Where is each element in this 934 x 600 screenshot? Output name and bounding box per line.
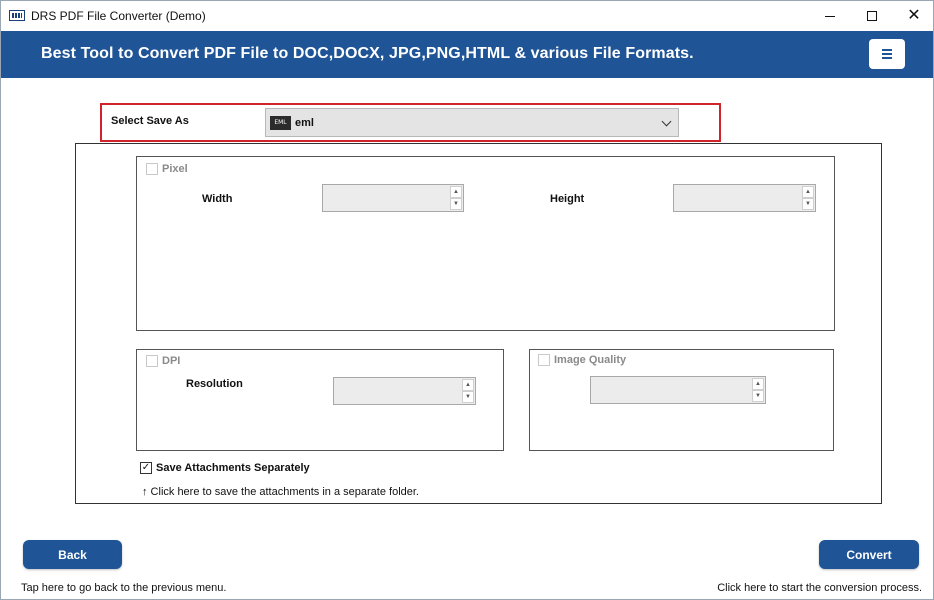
height-label: Height (550, 193, 585, 205)
dpi-group (136, 349, 504, 451)
spin-up-icon[interactable]: ▲ (462, 379, 474, 391)
pixel-checkbox-label: Pixel (162, 163, 188, 175)
header-banner (1, 31, 933, 78)
spin-up-icon[interactable]: ▲ (802, 186, 814, 198)
close-button[interactable] (891, 1, 934, 31)
spin-down-icon[interactable]: ▼ (802, 198, 814, 210)
image-quality-checkbox[interactable] (538, 354, 550, 366)
save-attachments-checkbox[interactable]: ✓ (141, 462, 151, 473)
maximize-button[interactable] (849, 1, 895, 31)
image-quality-spinner[interactable] (590, 376, 766, 404)
app-logo-icon (9, 10, 25, 21)
save-as-selected-value: eml (295, 116, 314, 129)
banner-title: Best Tool to Convert PDF File to DOC,DOCX, JPG,PNG,HTML & various File Formats. (41, 45, 694, 62)
hamburger-icon (882, 49, 892, 51)
back-button[interactable]: Back (23, 540, 122, 569)
spin-up-icon[interactable]: ▲ (450, 186, 462, 198)
chevron-down-icon[interactable] (662, 117, 672, 127)
spin-down-icon[interactable]: ▼ (450, 198, 462, 210)
width-spinner[interactable] (322, 184, 464, 212)
save-attachments-label[interactable]: Save Attachments Separately (156, 462, 310, 474)
spin-down-icon[interactable]: ▼ (462, 391, 474, 403)
save-as-dropdown[interactable] (265, 108, 679, 137)
image-quality-group (529, 349, 834, 451)
dpi-checkbox[interactable] (146, 355, 158, 367)
pixel-group (136, 156, 835, 331)
resolution-spinner[interactable] (333, 377, 476, 405)
hamburger-icon (882, 53, 892, 55)
convert-hint: Click here to start the conversion process. (717, 582, 922, 594)
hamburger-icon (882, 57, 892, 59)
menu-button[interactable] (869, 39, 905, 69)
width-label: Width (202, 193, 233, 205)
save-as-label: Select Save As (111, 115, 189, 127)
back-hint: Tap here to go back to the previous menu. (21, 582, 227, 594)
spin-up-icon[interactable]: ▲ (752, 378, 764, 390)
resolution-label: Resolution (186, 378, 243, 390)
minimize-button[interactable] (807, 1, 853, 31)
convert-button[interactable]: Convert (819, 540, 919, 569)
options-panel (75, 143, 882, 504)
close-icon: ✕ (907, 7, 921, 24)
minimize-icon (825, 16, 835, 17)
attachments-hint: ↑ Click here to save the attachments in a separate folder. (142, 486, 419, 498)
height-spinner[interactable] (673, 184, 816, 212)
pixel-checkbox[interactable] (146, 163, 158, 175)
title-bar[interactable] (1, 1, 933, 31)
spin-down-icon[interactable]: ▼ (752, 390, 764, 402)
save-as-section (100, 103, 721, 142)
dpi-checkbox-label: DPI (162, 355, 181, 367)
image-quality-checkbox-label: Image Quality (554, 354, 627, 366)
maximize-icon (867, 11, 877, 21)
eml-file-icon: EML (270, 116, 291, 130)
window-title: DRS PDF File Converter (Demo) (31, 9, 206, 23)
